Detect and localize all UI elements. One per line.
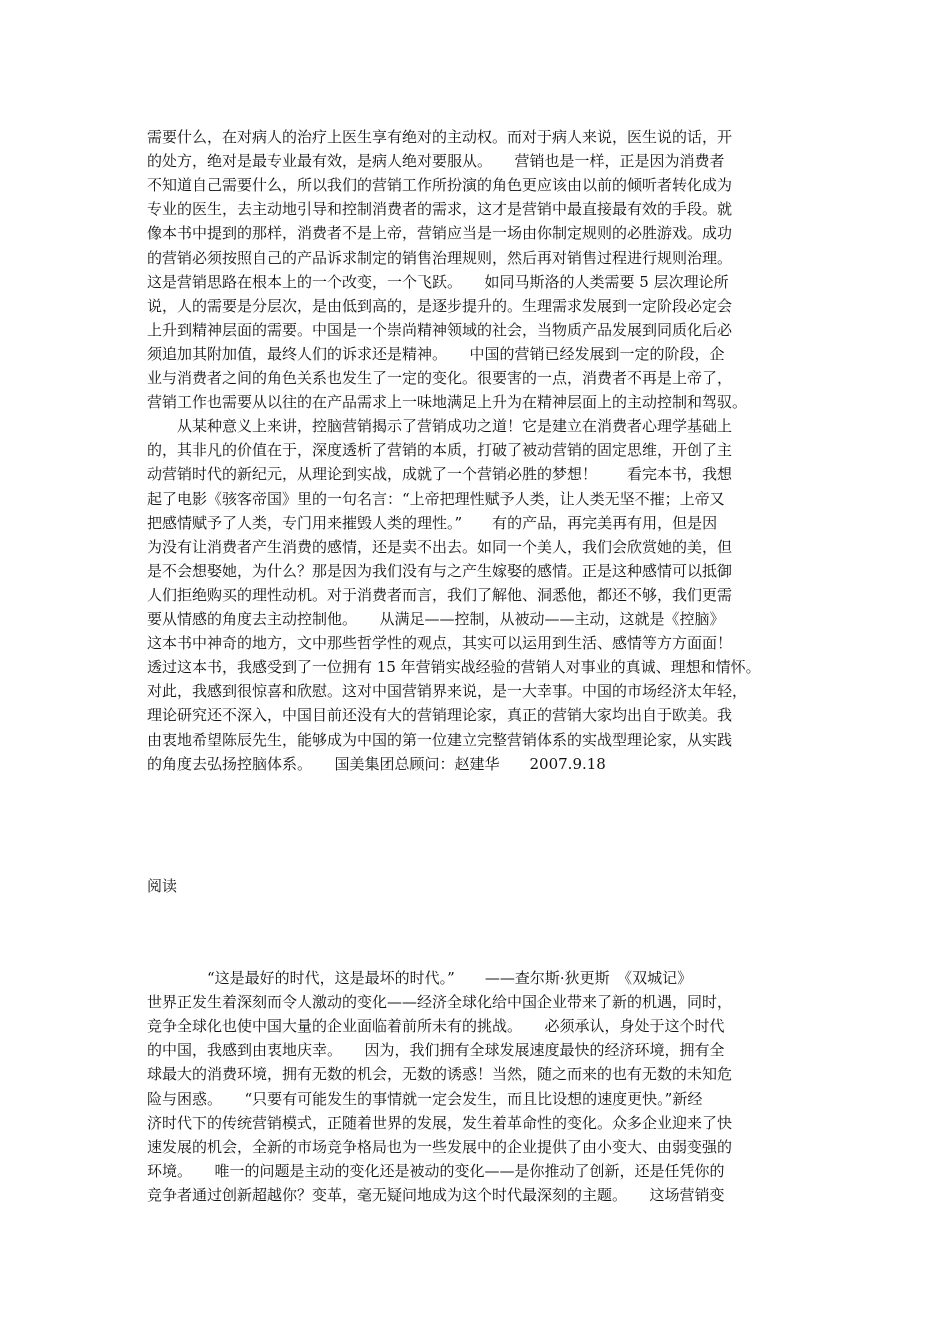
paragraph-line: 的处方，绝对是最专业最有效，是病人绝对要服从。 营销也是一样，正是因为消费者 — [147, 152, 725, 170]
section-heading: 阅读 — [147, 877, 178, 895]
paragraph-line: 环境。 唯一的问题是主动的变化还是被动的变化——是你推动了创新，还是任凭你的 — [147, 1162, 725, 1180]
paragraph-line: 从某种意义上来讲，控脑营销揭示了营销成功之道！它是建立在消费者心理学基础上 — [147, 417, 733, 435]
paragraph-line: “这是最好的时代，这是最坏的时代。” ——查尔斯·狄更斯 《双城记》 — [147, 969, 693, 987]
paragraph-line: 速发展的机会，全新的市场竞争格局也为一些发展中的企业提供了由小变大、由弱变强的 — [147, 1138, 733, 1156]
paragraph-line: 这本书中神奇的地方，文中那些哲学性的观点，其实可以运用到生活、感情等方方面面！ — [147, 634, 733, 652]
paragraph-line: 营销工作也需要从以往的在产品需求上一味地满足上升为在精神层面上的主动控制和驾驭。 — [147, 393, 748, 411]
paragraph-line: 像本书中提到的那样，消费者不是上帝，营销应当是一场由你制定规则的必胜游戏。成功 — [147, 224, 733, 242]
paragraph-line: 不知道自己需要什么，所以我们的营销工作所扮演的角色更应该由以前的倾听者转化成为 — [147, 176, 733, 194]
paragraph-line: 起了电影《骇客帝国》里的一句名言：“上帝把理性赋予人类，让人类无坚不摧；上帝又 — [147, 490, 725, 508]
paragraph-line: 上升到精神层面的需要。中国是一个崇尚精神领域的社会，当物质产品发展到同质化后必 — [147, 321, 733, 339]
paragraph-line: 济时代下的传统营销模式，正随着世界的发展，发生着革命性的变化。众多企业迎来了快 — [147, 1114, 733, 1132]
paragraph-line: 球最大的消费环境，拥有无数的机会，无数的诱惑！当然，随之而来的也有无数的未知危 — [147, 1065, 733, 1083]
paragraph-line: 的中国，我感到由衷地庆幸。 因为，我们拥有全球发展速度最快的经济环境，拥有全 — [147, 1041, 725, 1059]
paragraph-line: 是不会想娶她，为什么？那是因为我们没有与之产生嫁娶的感情。正是这种感情可以抵御 — [147, 562, 733, 580]
paragraph-line: 的营销必须按照自己的产品诉求制定的销售治理规则，然后再对销售过程进行规则治理。 — [147, 249, 733, 267]
paragraph-line: 要从情感的角度去主动控制他。 从满足——控制，从被动——主动，这就是《控脑》 — [147, 610, 725, 628]
paragraph-line: 竞争全球化也使中国大量的企业面临着前所未有的挑战。 必须承认，身处于这个时代 — [147, 1017, 725, 1035]
paragraph-line: 的角度去弘扬控脑体系。 国美集团总顾问：赵建华 2007.9.18 — [147, 755, 606, 773]
paragraph-line: 险与困惑。 “只要有可能发生的事情就一定会发生，而且比设想的速度更快。”新经 — [147, 1090, 703, 1108]
paragraph-line: 对此，我感到很惊喜和欣慰。这对中国营销界来说，是一大幸事。中国的市场经济太年轻， — [147, 682, 748, 700]
paragraph-line: 把感情赋予了人类，专门用来摧毁人类的理性。” 有的产品，再完美再有用，但是因 — [147, 514, 718, 532]
paragraph-line: 透过这本书，我感受到了一位拥有 15 年营销实战经验的营销人对事业的真诚、理想和情怀。 — [147, 658, 761, 676]
paragraph-line: 须追加其附加值，最终人们的诉求还是精神。 中国的营销已经发展到一定的阶段，企 — [147, 345, 725, 363]
paragraph-line: 的，其非凡的价值在于，深度透析了营销的本质，打破了被动营销的固定思维，开创了主 — [147, 441, 733, 459]
paragraph-line: 竞争者通过创新超越你？变革，毫无疑问地成为这个时代最深刻的主题。 这场营销变 — [147, 1186, 725, 1204]
paragraph-line: 为没有让消费者产生消费的感情，还是卖不出去。如同一个美人，我们会欣赏她的美，但 — [147, 538, 733, 556]
paragraph-line: 业与消费者之间的角色关系也发生了一定的变化。很要害的一点，消费者不再是上帝了， — [147, 369, 733, 387]
paragraph-line: 理论研究还不深入，中国目前还没有大的营销理论家，真正的营销大家均出自于欧美。我 — [147, 706, 733, 724]
paragraph-line: 由衷地希望陈辰先生，能够成为中国的第一位建立完整营销体系的实战型理论家，从实践 — [147, 731, 733, 749]
paragraph-line: 这是营销思路在根本上的一个改变，一个飞跃。 如同马斯洛的人类需要 5 层次理论所 — [147, 273, 729, 291]
paragraph-line: 说，人的需要是分层次，是由低到高的，是逐步提升的。生理需求发展到一定阶段必定会 — [147, 297, 733, 315]
paragraph-line: 专业的医生，去主动地引导和控制消费者的需求，这才是营销中最直接最有效的手段。就 — [147, 200, 733, 218]
paragraph-line: 人们拒绝购买的理性动机。对于消费者而言，我们了解他、洞悉他，都还不够，我们更需 — [147, 586, 733, 604]
paragraph-line: 世界正发生着深刻而令人激动的变化——经济全球化给中国企业带来了新的机遇，同时， — [147, 993, 733, 1011]
paragraph-line: 动营销时代的新纪元，从理论到实战，成就了一个营销必胜的梦想！ 看完本书，我想 — [147, 465, 733, 483]
paragraph-line: 需要什么，在对病人的治疗上医生享有绝对的主动权。而对于病人来说，医生说的话，开 — [147, 128, 733, 146]
